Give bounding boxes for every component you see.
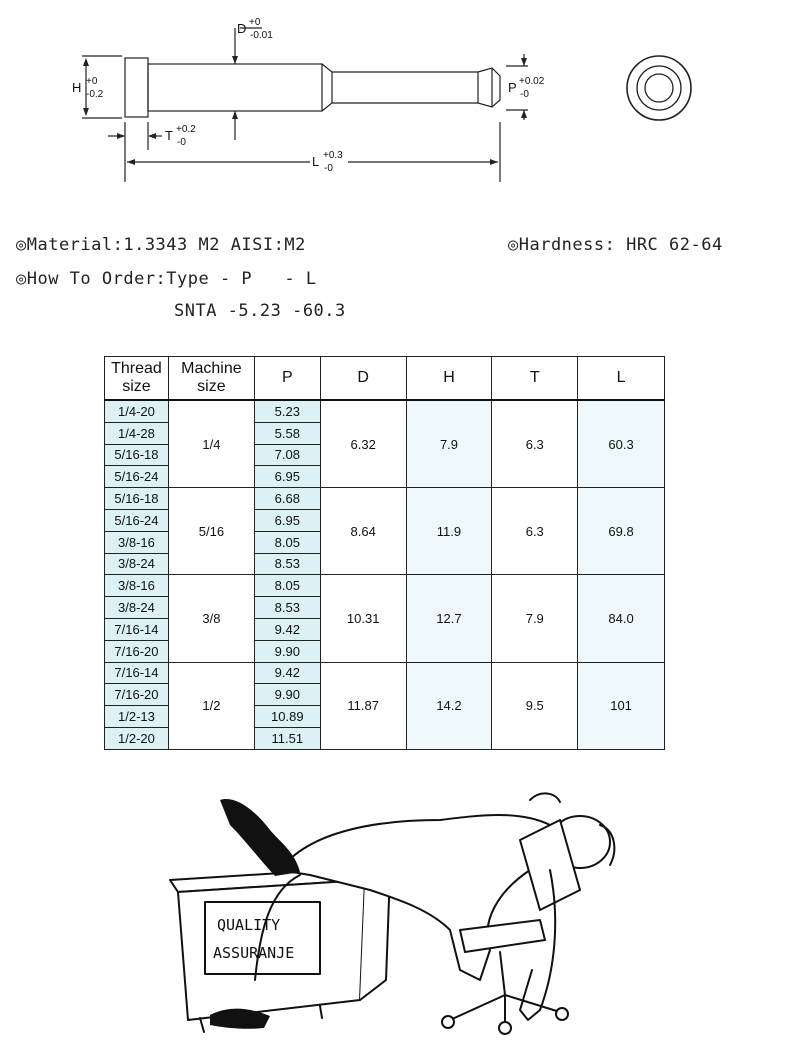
thread-cell: 5/16-18 (105, 488, 169, 510)
p-cell: 9.42 (254, 618, 320, 640)
p-cell: 7.08 (254, 444, 320, 466)
thread-cell: 5/16-24 (105, 466, 169, 488)
end-view (627, 56, 691, 120)
t-tol-plus: +0.2 (176, 124, 196, 135)
thread-cell: 5/16-24 (105, 509, 169, 531)
pin-shank (332, 72, 478, 103)
machine-cell: 1/2 (168, 662, 254, 749)
p-cell: 5.23 (254, 400, 320, 422)
header-l: L (578, 357, 665, 401)
t-cell: 6.3 (492, 488, 578, 575)
sign-text-line1: QUALITY (217, 916, 281, 934)
pin-tip (478, 68, 500, 107)
p-cell: 9.90 (254, 684, 320, 706)
hardness-line: ◎Hardness: HRC 62-64 (508, 235, 723, 255)
material-line: ◎Material:1.3343 M2 AISI:M2 (16, 235, 306, 255)
thread-cell: 1/2-13 (105, 706, 169, 728)
header-machine-size: Machine size (168, 357, 254, 401)
p-cell: 11.51 (254, 727, 320, 749)
p-label: P (508, 80, 517, 95)
header-thread-size: Thread size (105, 357, 169, 401)
order-line: ◎How To Order:Type - P - L (16, 269, 317, 289)
p-cell: 8.05 (254, 531, 320, 553)
h-cell: 11.9 (406, 488, 492, 575)
thread-cell: 7/16-20 (105, 684, 169, 706)
thread-cell: 7/16-14 (105, 618, 169, 640)
p-cell: 8.05 (254, 575, 320, 597)
l-cell: 69.8 (578, 488, 665, 575)
thread-cell: 7/16-14 (105, 662, 169, 684)
header-t: T (492, 357, 578, 401)
p-tol-plus: +0.02 (519, 76, 545, 87)
table-row (105, 400, 665, 422)
qa-sign (205, 902, 320, 974)
pin-head (125, 58, 148, 117)
header-p: P (254, 357, 320, 401)
thread-cell: 1/2-20 (105, 727, 169, 749)
d-label: D (237, 21, 247, 36)
table-header-row (105, 357, 665, 401)
t-tol-minus: -0 (177, 137, 186, 148)
machine-cell: 3/8 (168, 575, 254, 662)
l-cell: 84.0 (578, 575, 665, 662)
p-cell: 9.90 (254, 640, 320, 662)
h-tol-plus: +0 (86, 76, 98, 87)
p-cell: 6.95 (254, 466, 320, 488)
machine-cell: 5/16 (168, 488, 254, 575)
p-cell: 9.42 (254, 662, 320, 684)
thread-cell: 5/16-18 (105, 444, 169, 466)
technical-drawing (0, 0, 800, 200)
boot-shape (220, 799, 300, 876)
table-row (105, 662, 665, 684)
header-d: D (320, 357, 406, 401)
p-cell: 8.53 (254, 597, 320, 619)
p-tol-minus: -0 (520, 89, 529, 100)
t-cell: 6.3 (492, 400, 578, 488)
p-cell: 8.53 (254, 553, 320, 575)
thread-cell: 3/8-16 (105, 575, 169, 597)
quality-assurance-cartoon (160, 780, 620, 1040)
thread-cell: 1/4-28 (105, 422, 169, 444)
l-cell: 101 (578, 662, 665, 749)
h-cell: 7.9 (406, 400, 492, 488)
l-tol-plus: +0.3 (323, 150, 343, 161)
h-cell: 12.7 (406, 575, 492, 662)
p-cell: 10.89 (254, 706, 320, 728)
t-cell: 7.9 (492, 575, 578, 662)
pin-taper (322, 64, 332, 111)
t-label: T (165, 128, 173, 143)
sign-text-line2: ASSURANJE (213, 944, 295, 962)
h-tol-minus: -0.2 (86, 89, 104, 100)
l-tol-minus: -0 (324, 163, 333, 174)
header-h: H (406, 357, 492, 401)
h-cell: 14.2 (406, 662, 492, 749)
d-cell: 10.31 (320, 575, 406, 662)
table-row (105, 575, 665, 597)
order-example: SNTA -5.23 -60.3 (174, 301, 346, 321)
d-cell: 6.32 (320, 400, 406, 488)
d-cell: 8.64 (320, 488, 406, 575)
d-tol-plus: +0 (249, 17, 261, 28)
machine-cell: 1/4 (168, 400, 254, 488)
p-cell: 6.68 (254, 488, 320, 510)
l-label: L (312, 154, 320, 169)
thread-cell: 7/16-20 (105, 640, 169, 662)
spec-table (104, 356, 665, 750)
thread-cell: 3/8-24 (105, 553, 169, 575)
table-row (105, 488, 665, 510)
p-cell: 5.58 (254, 422, 320, 444)
table-body (105, 400, 665, 749)
d-cell: 11.87 (320, 662, 406, 749)
d-tol-minus: -0.01 (250, 30, 273, 41)
p-cell: 6.95 (254, 509, 320, 531)
thread-cell: 3/8-24 (105, 597, 169, 619)
l-cell: 60.3 (578, 400, 665, 488)
thread-cell: 1/4-20 (105, 400, 169, 422)
thread-cell: 3/8-16 (105, 531, 169, 553)
t-cell: 9.5 (492, 662, 578, 749)
h-label: H (72, 80, 82, 95)
pin-body (148, 64, 322, 111)
